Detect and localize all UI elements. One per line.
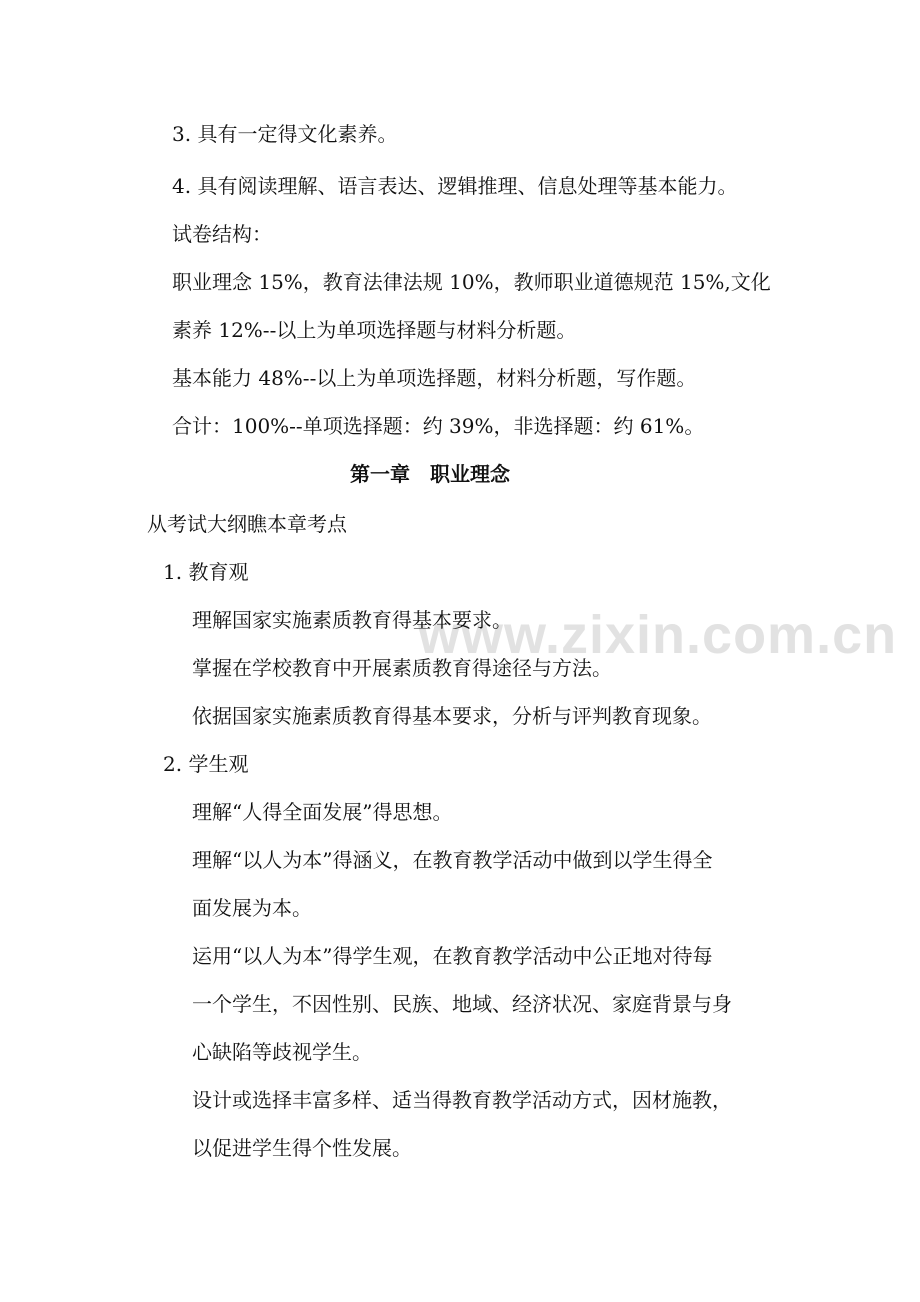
intro-item-3: 3. 具有一定得文化素养。 (172, 122, 398, 146)
section-2-paragraph-3b: 一个学生，不因性别、民族、地域、经济状况、家庭背景与身 (192, 992, 732, 1016)
section-2-heading: 2. 学生观 (163, 752, 249, 776)
chapter-intro: 从考试大纲瞧本章考点 (147, 512, 347, 536)
exam-structure-line-2: 基本能力 48%--以上为单项选择题，材料分析题，写作题。 (172, 366, 697, 390)
section-2-paragraph-2b: 面发展为本。 (192, 896, 312, 920)
section-1-paragraph-3: 依据国家实施素质教育得基本要求，分析与评判教育现象。 (192, 704, 712, 728)
exam-structure-line-1b: 素养 12%--以上为单项选择题与材料分析题。 (172, 318, 577, 342)
section-1-heading: 1. 教育观 (163, 560, 249, 584)
exam-structure-label: 试卷结构： (172, 222, 272, 246)
section-2-paragraph-4a: 设计或选择丰富多样、适当得教育教学活动方式，因材施教， (192, 1088, 732, 1112)
section-2-paragraph-4b: 以促进学生得个性发展。 (192, 1136, 412, 1160)
section-2-paragraph-2a: 理解“以人为本”得涵义，在教育教学活动中做到以学生得全 (192, 848, 713, 872)
section-1-paragraph-2: 掌握在学校教育中开展素质教育得途径与方法。 (192, 656, 612, 680)
exam-structure-line-1a: 职业理念 15%，教育法律法规 10%，教师职业道德规范 15%,文化 (172, 270, 771, 294)
section-2-paragraph-3a: 运用“以人为本”得学生观，在教育教学活动中公正地对待每 (192, 944, 713, 968)
section-1-paragraph-1: 理解国家实施素质教育得基本要求。 (192, 608, 512, 632)
intro-item-4: 4. 具有阅读理解、语言表达、逻辑推理、信息处理等基本能力。 (172, 174, 738, 198)
section-2-paragraph-1: 理解“人得全面发展”得思想。 (192, 800, 453, 824)
chapter-title: 第一章 职业理念 (350, 462, 510, 486)
exam-structure-line-3: 合计：100%--单项选择题：约 39%，非选择题：约 61%。 (172, 414, 705, 438)
section-2-paragraph-3c: 心缺陷等歧视学生。 (192, 1040, 372, 1064)
watermark: www.zixin.com.cn (418, 605, 898, 665)
